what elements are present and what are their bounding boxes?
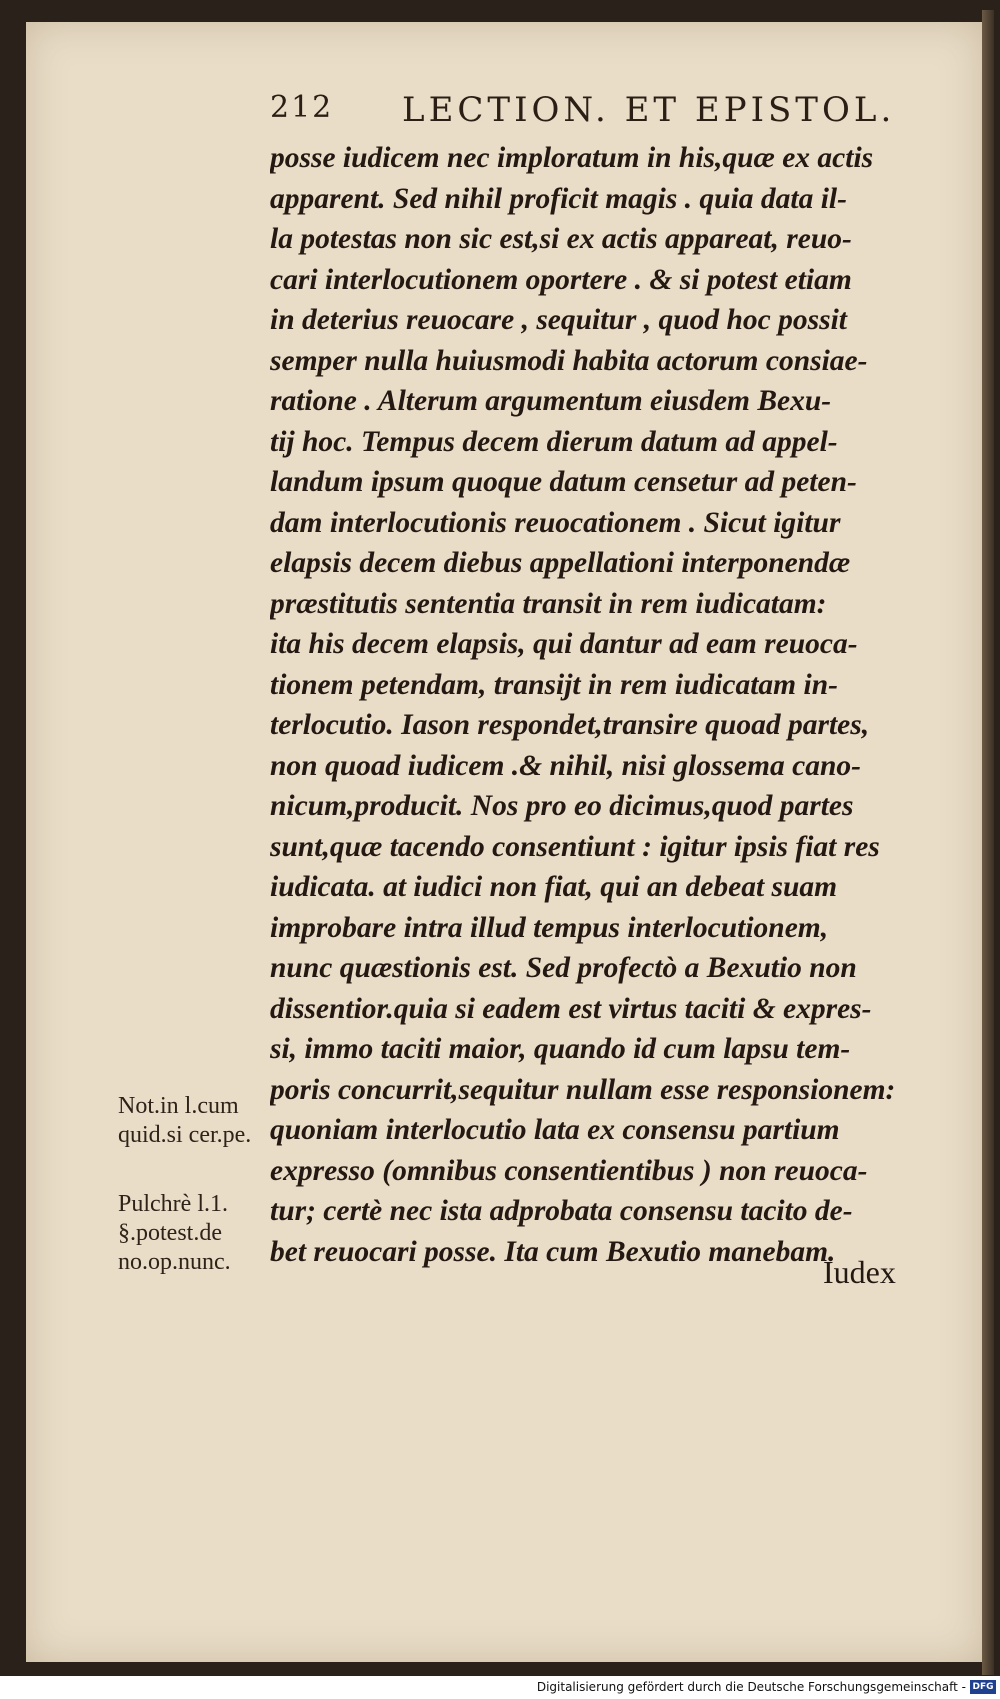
margin-note-line: §.potest.de xyxy=(118,1220,222,1246)
dfg-logo: DFG xyxy=(970,1680,996,1694)
margin-note-line: Pulchrè l.1. xyxy=(118,1191,228,1217)
page-header xyxy=(270,90,910,136)
text-line: tionem petendam, transijt in rem iudicatam in- xyxy=(270,668,838,701)
text-line: ratione . Alterum argumentum eiusdem Bexu- xyxy=(270,385,832,417)
text-line: nicum,producit. Nos pro eo dicimus,quod partes xyxy=(270,790,854,822)
text-line: semper nulla huiusmodi habita actorum consiae- xyxy=(270,344,868,377)
text-line: iudicata. at iudici non fiat, qui an debeat suam xyxy=(270,871,838,903)
margin-note-line: no.op.nunc. xyxy=(118,1249,231,1275)
catchword: Iudex xyxy=(823,1254,896,1290)
text-line: bet reuocari posse. Ita cum Bexutio manebam. xyxy=(270,1235,836,1268)
text-line: poris concurrit,sequitur nullam esse responsionem: xyxy=(270,1073,896,1106)
main-text-block xyxy=(270,138,940,1272)
text-line: tij hoc. Tempus decem dierum datum ad appel- xyxy=(270,425,838,458)
margin-note xyxy=(118,1190,288,1277)
page-edge xyxy=(982,10,994,1675)
text-line: quoniam interlocutio lata ex consensu partium xyxy=(270,1114,840,1146)
text-line: terlocutio. Iason respondet,transire quoad partes, xyxy=(270,709,870,741)
text-line: dissentior.quia si eadem est virtus taciti & expres- xyxy=(270,992,872,1025)
text-line: sunt,quæ tacendo consentiunt : igitur ipsis fiat res xyxy=(270,830,880,863)
text-line: apparent. Sed nihil proficit magis . quia data il- xyxy=(270,182,847,215)
text-line: dam interlocutionis reuocationem . Sicut igitur xyxy=(270,506,841,539)
text-line: cari interlocutionem oportere . & si potest etiam xyxy=(270,263,852,296)
text-line: ita his decem elapsis, qui dantur ad eam reuoca- xyxy=(270,628,858,660)
text-line: la potestas non sic est,si ex actis appareat, reuo- xyxy=(270,223,852,255)
text-line: si, immo taciti maior, quando id cum lapsu tem- xyxy=(270,1033,851,1065)
footer-text: Digitalisierung gefördert durch die Deutsche Forschungsgemeinschaft - xyxy=(536,1680,966,1694)
text-line: præstitutis sententia transit in rem iudicatam: xyxy=(270,587,827,620)
text-line: in deterius reuocare , sequitur , quod hoc possit xyxy=(270,304,847,336)
margin-note-line: quid.si cer.pe. xyxy=(118,1122,252,1148)
text-line: tur; certè nec ista adprobata consensu tacito de- xyxy=(270,1195,853,1227)
page-number: 212 xyxy=(270,90,334,125)
running-title: LECTION. ET EPISTOL. xyxy=(402,90,896,130)
text-line: improbare intra illud tempus interlocutionem, xyxy=(270,911,829,944)
text-line: landum ipsum quoque datum censetur ad peten- xyxy=(270,466,857,498)
text-line: expresso (omnibus consentientibus ) non reuoca- xyxy=(270,1154,868,1187)
margin-note-line: Not.in l.cum xyxy=(118,1093,239,1119)
digitization-footer xyxy=(0,1676,1000,1699)
margin-note xyxy=(118,1092,288,1150)
text-line: non quoad iudicem .& nihil, nisi glossema cano- xyxy=(270,749,861,782)
text-line: nunc quæstionis est. Sed profectò a Bexutio non xyxy=(270,952,857,984)
text-line: posse iudicem nec imploratum in his,quæ ex actis xyxy=(270,142,874,174)
text-line: elapsis decem diebus appellationi interponendæ xyxy=(270,547,851,579)
